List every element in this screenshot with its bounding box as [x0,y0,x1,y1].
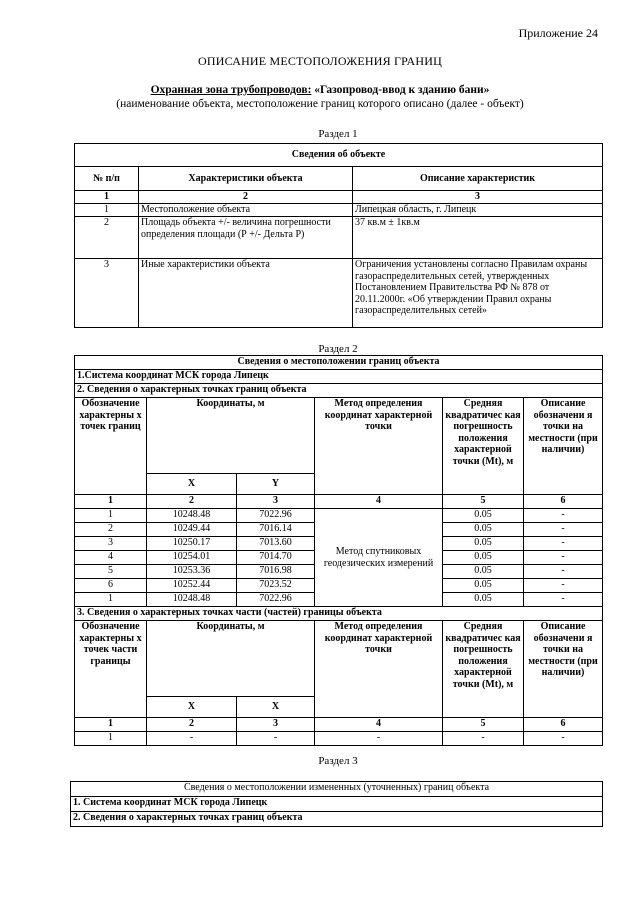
x2-header: X [237,697,315,718]
point-x: 10248.48 [147,509,237,523]
point-desc: - [524,579,603,593]
part-point-number: 1 [75,732,147,746]
point-number: 3 [75,537,147,551]
col-number: 3 [353,191,603,204]
x-header: X [147,474,237,495]
point-desc: - [524,509,603,523]
col-method-header: Метод определения координат характерной точки [315,398,443,495]
point-error: 0.05 [443,593,524,607]
col-point-part-header: Обозначение характерны х точек части границы [75,621,147,718]
point-x: 10249.44 [147,523,237,537]
section2-header: Сведения о местоположении границ объекта [75,356,603,370]
col-coords-header: Координаты, м [147,398,315,474]
part-points-header: 3. Сведения о характерных точках части (частей) границы объекта [75,607,603,621]
row-number: 1 [75,204,139,217]
section3-coordinate-system: 1. Система координат МСК города Липецк [71,797,603,812]
appendix-label: Приложение 24 [518,26,598,40]
point-number: 6 [75,579,147,593]
part-point-error: - [443,732,524,746]
section2-table [74,355,603,746]
col-desc-header: Описание обозначени я точки на местности (при наличии) [524,398,603,495]
point-error: 0.05 [443,565,524,579]
part-point-method: - [315,732,443,746]
section3-label: Раздел 3 [318,755,358,767]
col-number: 1 [75,718,147,732]
col-number: 2 [147,718,237,732]
col-number: 1 [75,495,147,509]
object-name [0,84,640,96]
point-y: 7022.96 [237,593,315,607]
point-y: 7023.52 [237,579,315,593]
section3-header: Сведения о местоположении измененных (уточненных) границ объекта [71,782,603,797]
table-row [75,217,603,259]
col-point-header: Обозначение характерны х точек границ [75,398,147,495]
col-error-header: Средняя квадратичес кая погрешность положения характерной точки (Mt), м [443,398,524,495]
part-point-x: - [147,732,237,746]
part-point-desc: - [524,732,603,746]
col-error-header: Средняя квадратичес кая погрешность положения характерной точки (Mt), м [443,621,524,718]
point-desc: - [524,523,603,537]
col-number-header: № п/п [75,167,139,191]
col-number: 2 [139,191,353,204]
col-number: 6 [524,718,603,732]
table-row [75,259,603,328]
points-header: 2. Сведения о характерных точках границ объекта [75,384,603,398]
col-number: 4 [315,495,443,509]
row-description: Ограничения установлены согласно Правилам охраны газораспределительных сетей, утвержденных Постановлением Правительства РФ № 878 от 20.11.2000г. «Об утверждении Правил охраны газораспределительных сетей» [353,259,603,328]
col-number: 3 [237,718,315,732]
point-x: 10250.17 [147,537,237,551]
col-char-header: Характеристики объекта [139,167,353,191]
point-error: 0.05 [443,523,524,537]
point-error: 0.05 [443,509,524,523]
row-characteristic: Площадь объекта +/- величина погрешности определения площади (Р +/- Дельта Р) [139,217,353,259]
col-number: 5 [443,718,524,732]
section1-header: Сведения об объекте [75,144,603,167]
part-point-y: - [237,732,315,746]
section1-label: Раздел 1 [318,128,358,140]
row-characteristic: Иные характеристики объекта [139,259,353,328]
point-x: 10252.44 [147,579,237,593]
col-number: 2 [147,495,237,509]
section2-label: Раздел 2 [318,343,358,355]
point-desc: - [524,593,603,607]
point-y: 7022.96 [237,509,315,523]
point-error: 0.05 [443,537,524,551]
point-y: 7016.98 [237,565,315,579]
x-header: X [147,697,237,718]
document-title: ОПИСАНИЕ МЕСТОПОЛОЖЕНИЯ ГРАНИЦ [198,54,442,68]
point-number: 1 [75,593,147,607]
object-note: (наименование объекта, местоположение границ которого описано (далее - объект) [116,98,524,110]
col-desc-header: Описание характеристик [353,167,603,191]
col-number: 4 [315,718,443,732]
coordinate-system: 1.Система координат МСК города Липецк [75,370,603,384]
point-x: 10253.36 [147,565,237,579]
col-number: 3 [237,495,315,509]
col-number: 5 [443,495,524,509]
point-error: 0.05 [443,551,524,565]
section1-table [74,143,603,328]
row-description: 37 кв.м ± 1кв.м [353,217,603,259]
point-desc: - [524,551,603,565]
table-row [75,204,603,217]
point-desc: - [524,565,603,579]
point-number: 1 [75,509,147,523]
object-title: «Газопровод-ввод к зданию бани» [311,84,490,96]
object-type: Охранная зона трубопроводов: [150,84,312,96]
point-x: 10248.48 [147,593,237,607]
point-y: 7014.70 [237,551,315,565]
col-desc-header: Описание обозначени я точки на местности (при наличии) [524,621,603,718]
y-header: Y [237,474,315,495]
col-number: 1 [75,191,139,204]
section3-points-header: 2. Сведения о характерных точках границ объекта [71,812,603,827]
point-error: 0.05 [443,579,524,593]
point-number: 5 [75,565,147,579]
point-y: 7013.60 [237,537,315,551]
col-method-header: Метод определения координат характерной точки [315,621,443,718]
section3-table [70,781,603,827]
table-row [75,732,603,746]
col-coords-header: Координаты, м [147,621,315,697]
table-row [75,509,603,523]
point-number: 2 [75,523,147,537]
point-y: 7016.14 [237,523,315,537]
row-number: 3 [75,259,139,328]
point-number: 4 [75,551,147,565]
row-characteristic: Местоположение объекта [139,204,353,217]
col-number: 6 [524,495,603,509]
point-desc: - [524,537,603,551]
method-cell: Метод спутниковых геодезических измерений [315,509,443,607]
row-number: 2 [75,217,139,259]
point-x: 10254.01 [147,551,237,565]
row-description: Липецкая область, г. Липецк [353,204,603,217]
